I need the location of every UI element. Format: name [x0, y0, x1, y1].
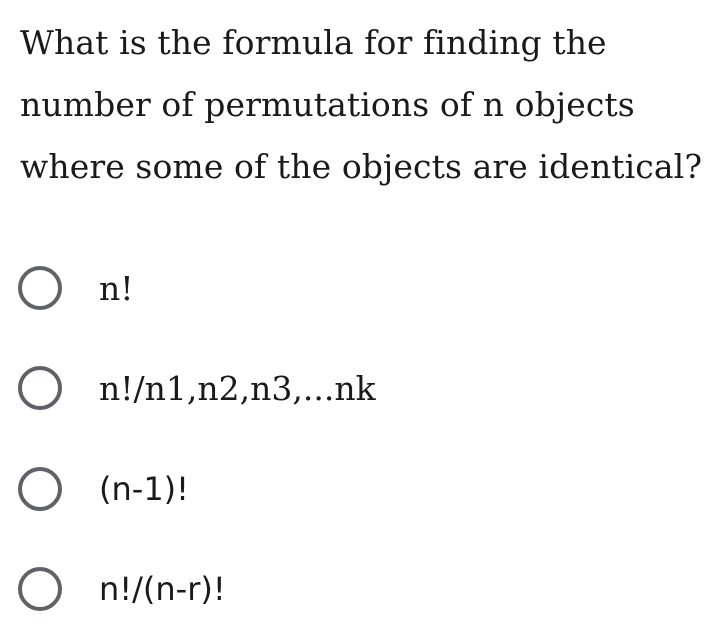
radio-button[interactable]	[18, 266, 62, 310]
question-text: What is the formula for finding the number of permutations of n objects where some of the objects are identical?	[20, 23, 703, 186]
radio-button[interactable]	[18, 467, 62, 511]
radio-button[interactable]	[18, 366, 62, 410]
option-label: n!/n1,n2,n3,...nk	[99, 368, 376, 408]
option-label: n!/(n-r)!	[99, 570, 226, 608]
option-label: (n-1)!	[99, 470, 189, 508]
option-label: n!	[99, 268, 134, 308]
radio-button[interactable]	[18, 567, 62, 611]
option-2[interactable]	[18, 364, 376, 412]
option-3[interactable]	[18, 465, 189, 513]
option-4[interactable]	[18, 565, 226, 613]
option-1[interactable]	[18, 264, 134, 312]
